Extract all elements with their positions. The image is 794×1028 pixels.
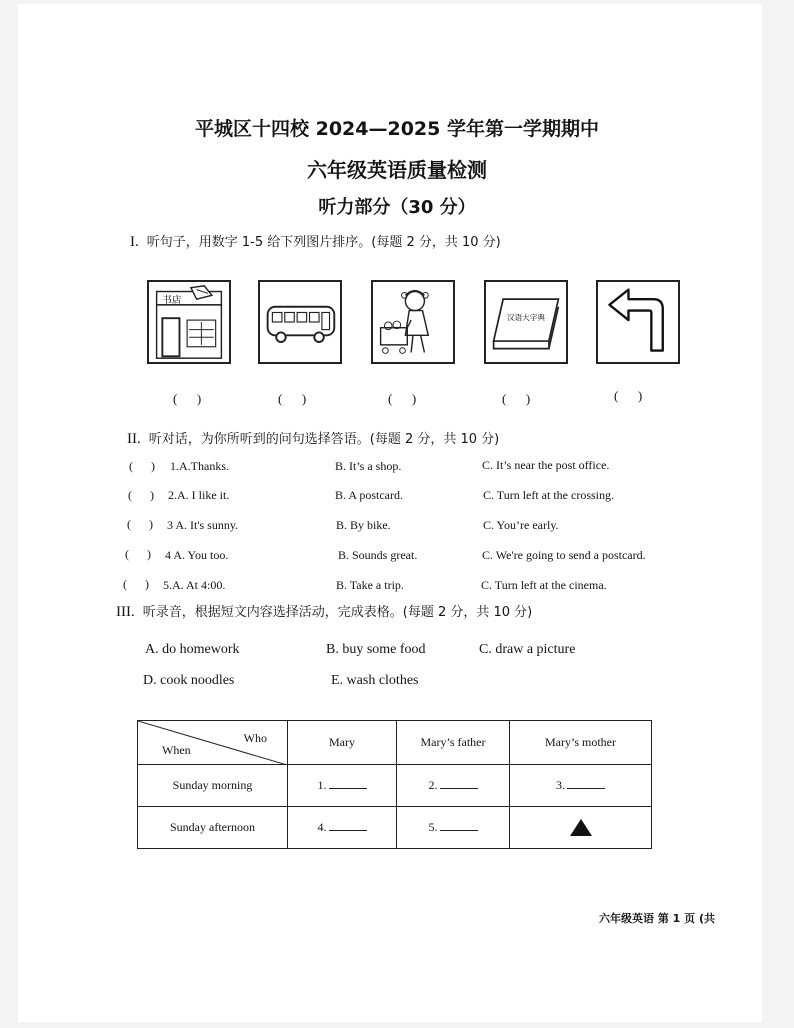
answer-number-5: 5. <box>428 820 438 834</box>
q1-paren[interactable]: ( ) <box>129 459 155 473</box>
q4-option-b: B. Sounds great. <box>338 548 418 562</box>
answer-number-4: 4. <box>317 820 327 834</box>
bookstore-sign-text: 书店 <box>162 294 182 306</box>
q1-option-c: C. It’s near the post office. <box>482 458 610 472</box>
activity-d: D. cook noodles <box>143 673 235 688</box>
row-label-sunday-afternoon: Sunday afternoon <box>138 807 288 849</box>
section-3-numeral: III. <box>116 604 135 620</box>
q1-option-b: B. It’s a shop. <box>335 459 402 473</box>
answer-number-1: 1. <box>317 778 327 792</box>
answer-line-4[interactable] <box>329 820 367 831</box>
section-1-instruction: 听句子，用数字 1-5 给下列图片排序。(每题 2 分，共 10 分) <box>146 235 501 250</box>
q2-option-a: 2.A. I like it. <box>168 488 230 502</box>
dictionary-cover-text: 汉语大字典 <box>506 313 545 323</box>
activity-e: E. wash clothes <box>331 673 419 688</box>
q5-option-b: B. Take a trip. <box>336 578 404 592</box>
answer-cell-5[interactable] <box>397 807 510 849</box>
answer-number-2: 2. <box>428 778 438 792</box>
corner-when-label: When <box>162 743 191 757</box>
answer-cell-4[interactable] <box>288 807 397 849</box>
section-2-instruction: 听对话，为你所听到的问句选择答语。(每题 2 分，共 10 分) <box>148 432 500 447</box>
bookstore-icon <box>147 280 231 364</box>
answer-cell-1[interactable] <box>288 765 397 807</box>
section-3-instruction: 听录音，根据短文内容选择活动，完成表格。(每题 2 分，共 10 分) <box>142 605 533 620</box>
q3-paren[interactable]: ( ) <box>127 517 153 531</box>
girl-shopping-cart-icon <box>371 280 455 364</box>
q4-paren[interactable]: ( ) <box>125 547 151 561</box>
table-row <box>138 765 652 807</box>
q4-option-c: C. We're going to send a postcard. <box>482 548 646 562</box>
triangle-icon <box>570 819 592 836</box>
example-cell <box>510 807 652 849</box>
page-footer: 六年级英语 第 1 页 (共 <box>599 912 715 925</box>
q1-option-a: 1.A.Thanks. <box>170 459 229 473</box>
q5-option-c: C. Turn left at the cinema. <box>481 578 607 592</box>
corner-who-label: Who <box>243 731 267 745</box>
q2-option-c: C. Turn left at the crossing. <box>483 488 614 502</box>
section-1-numeral: I. <box>130 234 139 250</box>
section-2-numeral: II. <box>127 431 141 447</box>
column-header-mary: Mary <box>288 721 397 765</box>
answer-line-1[interactable] <box>329 778 367 789</box>
q5-option-a: 5.A. At 4:00. <box>163 578 226 592</box>
q3-option-c: C. You’re early. <box>483 518 559 532</box>
exam-title: 平城区十四校 2024—2025 学年第一学期期中 <box>195 118 599 140</box>
answer-number-3: 3. <box>556 778 565 792</box>
q5-paren[interactable]: ( ) <box>123 577 149 591</box>
q2-paren[interactable]: ( ) <box>128 488 154 502</box>
answer-blank-3[interactable]: ( ) <box>388 391 417 406</box>
bus-icon <box>258 280 342 364</box>
q3-option-b: B. By bike. <box>336 518 391 532</box>
answer-line-2[interactable] <box>440 778 478 789</box>
answer-blank-2[interactable]: ( ) <box>278 391 307 406</box>
activity-a: A. do homework <box>145 642 240 657</box>
q3-option-a: 3 A. It's sunny. <box>167 518 239 532</box>
exam-subtitle: 六年级英语质量检测 <box>307 158 487 182</box>
listening-part-heading: 听力部分（30 分） <box>318 197 476 218</box>
answer-blank-1[interactable]: ( ) <box>173 391 202 406</box>
q4-option-a: 4 A. You too. <box>165 548 229 562</box>
q2-option-b: B. A postcard. <box>335 488 403 502</box>
answer-blank-5[interactable]: ( ) <box>614 388 643 403</box>
section-3-heading <box>116 601 532 621</box>
dictionary-icon <box>484 280 568 364</box>
answer-line-5[interactable] <box>440 820 478 831</box>
answer-line-3[interactable] <box>567 778 605 789</box>
activity-b: B. buy some food <box>326 642 426 657</box>
turn-left-arrow-icon <box>596 280 680 364</box>
answer-cell-2[interactable] <box>397 765 510 807</box>
answer-cell-3[interactable] <box>510 765 652 807</box>
column-header-marys-mother: Mary’s mother <box>510 721 652 765</box>
row-label-sunday-morning: Sunday morning <box>138 765 288 807</box>
column-header-marys-father: Mary’s father <box>397 721 510 765</box>
section-1-heading <box>130 231 501 251</box>
answer-blank-4[interactable]: ( ) <box>502 391 531 406</box>
activity-table <box>137 720 652 849</box>
table-row <box>138 807 652 849</box>
activity-c: C. draw a picture <box>479 642 576 657</box>
table-corner-cell <box>138 721 288 765</box>
section-2-heading <box>127 428 499 448</box>
